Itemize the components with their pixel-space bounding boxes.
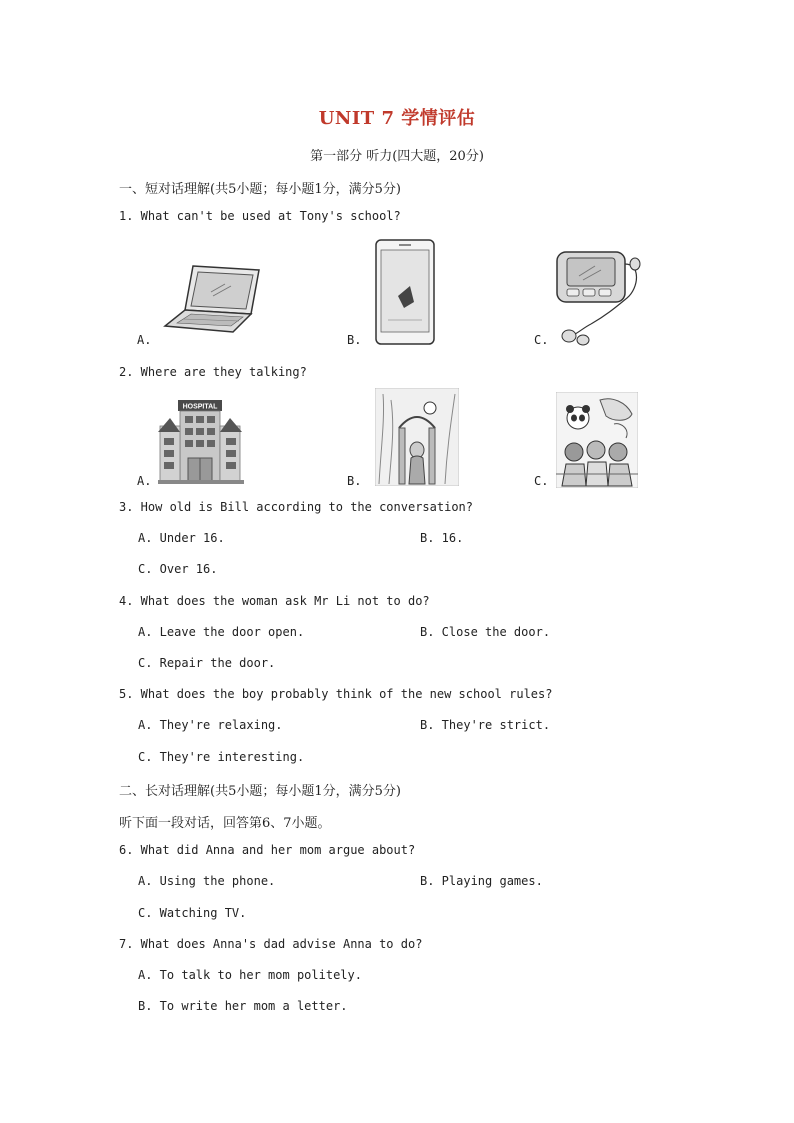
section-heading-1: 一、短对话理解(共5小题；每小题1分，满分5分) <box>119 182 401 197</box>
option-label: A. <box>137 333 152 347</box>
question-3: 3. How old is Bill according to the conversation? <box>119 500 474 514</box>
question-6: 6. What did Anna and her mom argue about? <box>119 843 416 857</box>
hospital-sign-text: HOSPITAL <box>182 403 218 411</box>
option-c: C. Over 16. <box>138 562 218 576</box>
question-4: 4. What does the woman ask Mr Li not to do? <box>119 594 430 608</box>
instruction: 听下面一段对话，回答第6、7小题。 <box>119 816 331 831</box>
question-5: 5. What does the boy probably think of the new school rules? <box>119 687 553 701</box>
option-b: B. 16. <box>420 531 464 545</box>
smartphone-icon <box>374 238 436 350</box>
option-b: B. Close the door. <box>420 625 551 639</box>
zoo-icon <box>556 392 638 492</box>
option-a: A. Under 16. <box>138 531 225 545</box>
question-2: 2. Where are they talking? <box>119 365 307 379</box>
option-label: C. <box>534 333 549 347</box>
option-a: A. To talk to her mom politely. <box>138 968 362 982</box>
option-a: A. Leave the door open. <box>138 625 305 639</box>
park-gate-icon <box>375 388 459 490</box>
page-title: UNIT 7 学情评估 <box>318 108 476 129</box>
option-b: B. Playing games. <box>420 874 543 888</box>
option-a: A. They're relaxing. <box>138 718 283 732</box>
option-c: C. Watching TV. <box>138 906 247 920</box>
laptop-icon <box>163 262 263 338</box>
part-heading: 第一部分 听力(四大题，20分) <box>310 149 484 164</box>
option-label: C. <box>534 474 549 488</box>
option-c: C. They're interesting. <box>138 750 305 764</box>
section-heading-2: 二、长对话理解(共5小题；每小题1分，满分5分) <box>119 784 401 799</box>
option-a: A. Using the phone. <box>138 874 276 888</box>
option-b: B. They're strict. <box>420 718 551 732</box>
question-1: 1. What can't be used at Tony's school? <box>119 209 401 223</box>
option-b: B. To write her mom a letter. <box>138 999 348 1013</box>
option-label: A. <box>137 474 152 488</box>
option-label: B. <box>347 474 362 488</box>
question-7: 7. What does Anna's dad advise Anna to do? <box>119 937 423 951</box>
option-label: B. <box>347 333 362 347</box>
mp3-player-icon <box>555 250 645 350</box>
option-c: C. Repair the door. <box>138 656 276 670</box>
hospital-icon <box>158 398 244 488</box>
